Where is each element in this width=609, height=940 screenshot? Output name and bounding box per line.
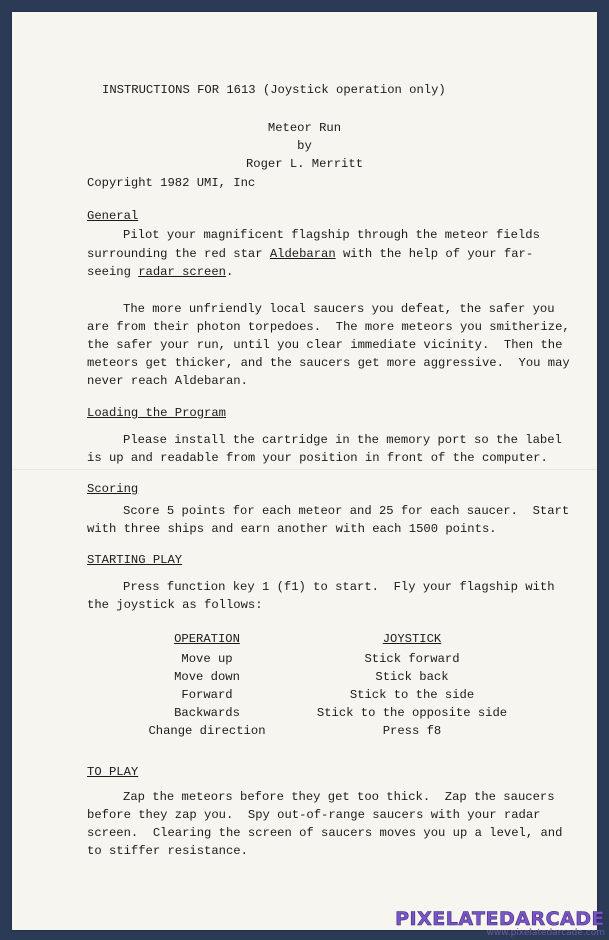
table-row (12, 722, 597, 740)
operation-cell: Move down (174, 670, 240, 684)
column-header-operation: OPERATION (174, 632, 240, 646)
radar-screen-underlined: radar screen (138, 265, 226, 279)
watermark (395, 908, 605, 938)
general-p2-line5: never reach Aldebaran. (87, 374, 248, 388)
heading-loading: Loading the Program (87, 406, 226, 420)
game-title: Meteor Run (267, 121, 342, 135)
joystick-cell: Stick forward (364, 652, 460, 666)
general-p2-line4: meteors get thicker, and the saucers get more aggressive. You may (87, 356, 570, 370)
paper-fold (12, 469, 597, 471)
by-line: by (297, 139, 312, 153)
general-p1-line3: seeing radar screen. (87, 265, 234, 279)
aldebaran-underlined: Aldebaran (269, 247, 336, 261)
column-header-joystick: JOYSTICK (382, 632, 442, 646)
general-p2-line3: the safer your run, until you clear immediate vicinity. Then the (87, 338, 563, 352)
author-name: Roger L. Merritt (245, 157, 364, 171)
doc-title: INSTRUCTIONS FOR 1613 (Joystick operation only) (102, 83, 446, 97)
instruction-sheet (12, 12, 597, 930)
general-p1-line1: Pilot your magnificent flagship through the meteor fields (123, 228, 540, 242)
scoring-line1: Score 5 points for each meteor and 25 for each saucer. Start (123, 504, 570, 518)
operation-cell: Forward (181, 688, 233, 702)
loading-line2: is up and readable from your position in front of the computer. (87, 451, 548, 465)
table-row (12, 704, 597, 722)
starting-line1: Press function key 1 (f1) to start. Fly your flagship with (123, 580, 555, 594)
table-row (12, 668, 597, 686)
toplay-line1: Zap the meteors before they get too thick. Zap the saucers (123, 790, 555, 804)
heading-to-play: TO PLAY (87, 765, 139, 779)
loading-line1: Please install the cartridge in the memory port so the label (123, 433, 562, 447)
watermark-logo: PIXELATEDARCADE (395, 908, 605, 930)
general-p2-line2: are from their photon torpedoes. The more meteors you smitherize, (87, 320, 570, 334)
scoring-line2: with three ships and earn another with each 1500 points. (87, 522, 497, 536)
general-p2-line1: The more unfriendly local saucers you defeat, the safer you (123, 302, 555, 316)
heading-general: General (87, 209, 139, 223)
joystick-cell: Press f8 (382, 724, 442, 738)
heading-scoring: Scoring (87, 482, 139, 496)
heading-starting-play: STARTING PLAY (87, 553, 183, 567)
general-p1-line2: surrounding the red star Aldebaran with the help of your far- (87, 247, 534, 261)
joystick-cell: Stick back (375, 670, 449, 684)
joystick-cell: Stick to the opposite side (316, 706, 508, 720)
operation-cell: Change direction (148, 724, 266, 738)
watermark-url: www.pixelatedarcade.com (486, 928, 605, 938)
controls-table-header (12, 630, 597, 648)
toplay-line4: to stiffer resistance. (87, 844, 248, 858)
operation-cell: Backwards (174, 706, 240, 720)
table-row (12, 650, 597, 668)
operation-cell: Move up (181, 652, 233, 666)
toplay-line2: before they zap you. Spy out-of-range saucers with your radar (87, 808, 541, 822)
copyright: Copyright 1982 UMI, Inc (87, 176, 256, 190)
toplay-line3: screen. Clearing the screen of saucers moves you up a level, and (87, 826, 563, 840)
table-row (12, 686, 597, 704)
starting-line2: the joystick as follows: (87, 598, 263, 612)
joystick-cell: Stick to the side (349, 688, 475, 702)
